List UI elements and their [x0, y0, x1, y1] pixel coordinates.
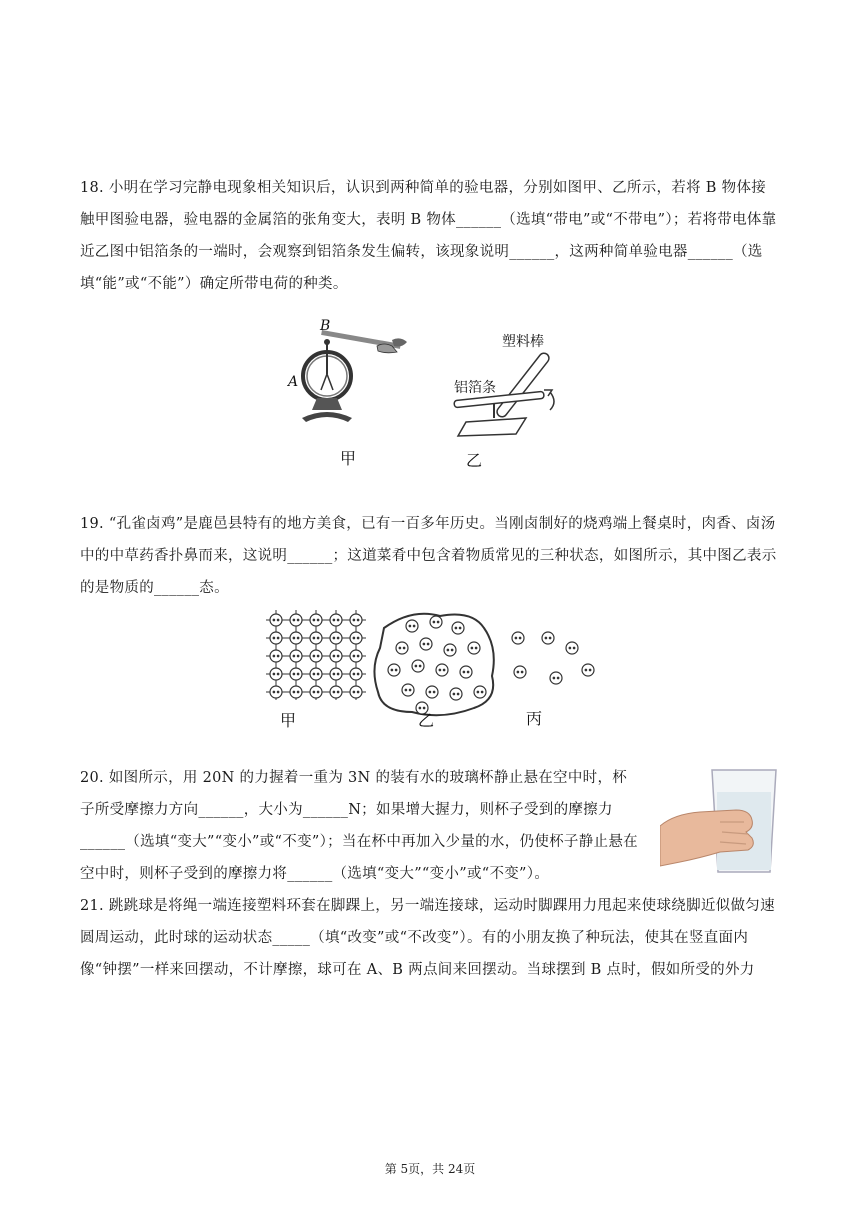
particle — [330, 650, 342, 662]
particle — [290, 632, 302, 644]
particle — [512, 632, 524, 644]
page-footer: 第 5页，共 24页 — [384, 1162, 476, 1176]
particle — [430, 616, 442, 628]
states-of-matter-figure — [262, 608, 612, 734]
particle — [444, 644, 456, 656]
question-20-text: 20. 如图所示，用 20N 的力握着一重为 3N 的装有水的玻璃杯静止悬在空中时，杯子所受摩擦力方向______，大小为______N；如果增大握力，则杯子受到的摩擦力______（选填“变大”“变小”或“不变”）；当在杯中再加入少量的水，仍使杯子静止悬在空中时，则杯子受到的摩擦力将______（选填“变大”“变小”或“不变”）。 — [80, 770, 638, 882]
label-yi-2: 乙 — [418, 711, 435, 730]
particle — [310, 614, 322, 626]
particle — [310, 686, 322, 698]
particle — [270, 632, 282, 644]
question-21-text: 21. 跳跳球是将绳一端连接塑料环套在脚踝上，另一端连接球，运动时脚踝用力甩起来使球绕脚近似做匀速圆周运动，此时球的运动状态_____（填“改变”或“不改变”）。有的小朋友换了种玩法，使其在竖直面内像“钟摆”一样来回摆动，不计摩擦，球可在 A、B 两点间来回摆动。当球摆到 B 点时，假如所受的外力 — [80, 898, 775, 978]
label-B: B — [320, 318, 331, 334]
particle — [402, 684, 414, 696]
particle — [566, 642, 578, 654]
particle — [426, 686, 438, 698]
particle — [350, 632, 362, 644]
particle — [468, 642, 480, 654]
particle — [420, 638, 432, 650]
particle — [350, 614, 362, 626]
particle — [350, 668, 362, 680]
particle — [330, 668, 342, 680]
particle — [290, 614, 302, 626]
particle — [452, 622, 464, 634]
particle — [310, 650, 322, 662]
label-bing: 丙 — [526, 709, 543, 728]
particle — [514, 666, 526, 678]
particle — [290, 668, 302, 680]
particle — [290, 650, 302, 662]
question-18-text: 18. 小明在学习完静电现象相关知识后，认识到两种简单的验电器，分别如图甲、乙所示，若将 B 物体接触甲图验电器，验电器的金属箔的张角变大，表明 B 物体______（选填“带电”或“不带电”）；若将带电体靠近乙图中铝箔条的一端时，会观察到铝箔条发生偏转，该现象说明______，这两种简单验电器______（选填“能”或“不能”）确定所带电荷的种类。 — [80, 180, 777, 292]
liquid-particles-yi — [388, 616, 486, 714]
question-20 — [80, 762, 640, 890]
particle — [412, 660, 424, 672]
particle — [450, 688, 462, 700]
label-plastic-rod: 塑料棒 — [502, 334, 544, 350]
particle — [406, 620, 418, 632]
particle — [582, 664, 594, 676]
particle — [310, 632, 322, 644]
particle — [270, 614, 282, 626]
particle — [330, 686, 342, 698]
gas-particles-bing — [512, 632, 594, 684]
label-jia-2: 甲 — [280, 711, 297, 730]
particle — [460, 666, 472, 678]
hand-glass-figure — [660, 766, 782, 878]
label-yi: 乙 — [466, 451, 483, 470]
particle — [310, 668, 322, 680]
electroscope-figure — [282, 318, 582, 478]
particle — [350, 650, 362, 662]
particle — [330, 632, 342, 644]
particle — [396, 642, 408, 654]
question-18 — [80, 172, 780, 300]
label-jia: 甲 — [340, 449, 357, 468]
particle — [290, 686, 302, 698]
label-A: A — [288, 374, 299, 390]
particle — [542, 632, 554, 644]
label-foil-strip: 铝箔条 — [454, 380, 496, 396]
question-19-text: 19. “孔雀卤鸡”是鹿邑县特有的地方美食，已有一百多年历史。当刚卤制好的烧鸡端上餐桌时，肉香、卤汤中的中草药香扑鼻而来，这说明______；这道菜肴中包含着物质常见的三种状态，如图所示，其中图乙表示的是物质的______态。 — [80, 516, 777, 596]
particle — [350, 686, 362, 698]
question-19 — [80, 508, 780, 604]
particle — [270, 668, 282, 680]
solid-lattice-jia — [266, 610, 366, 700]
question-21 — [80, 890, 780, 986]
particle — [474, 686, 486, 698]
particle — [436, 664, 448, 676]
electroscope-jia — [302, 330, 407, 422]
particle — [330, 614, 342, 626]
particle — [270, 686, 282, 698]
particle — [388, 664, 400, 676]
particle — [270, 650, 282, 662]
particle — [550, 672, 562, 684]
